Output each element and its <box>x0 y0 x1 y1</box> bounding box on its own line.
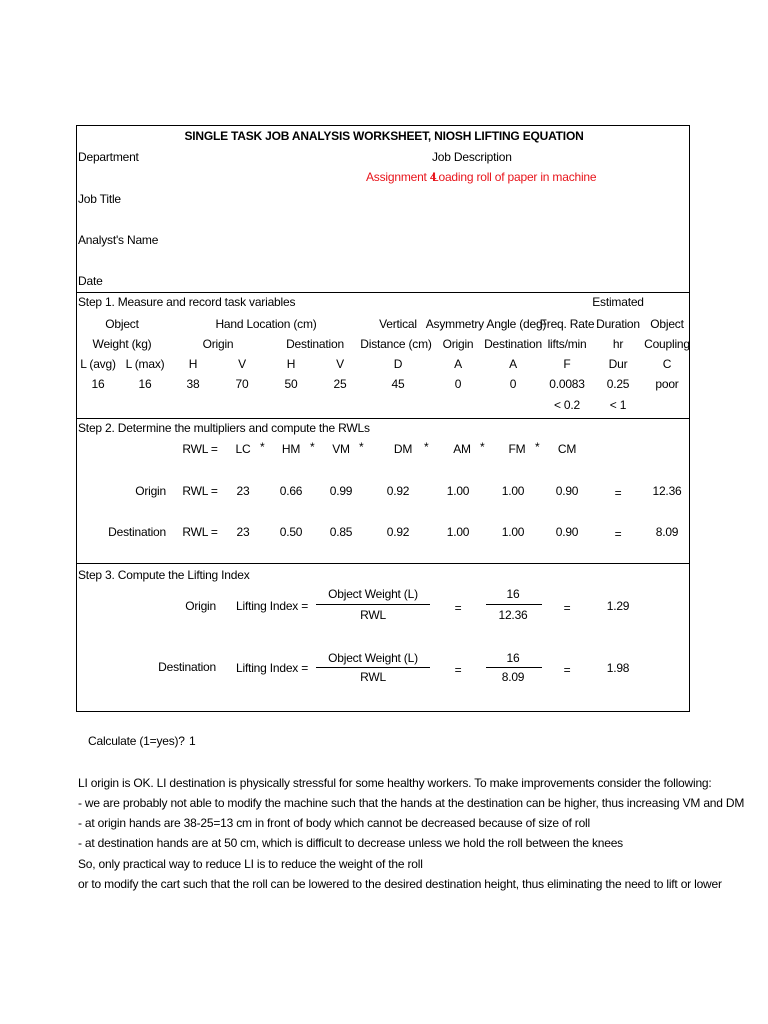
origin-fm: 1.00 <box>501 484 525 498</box>
lc-header: LC <box>235 442 251 456</box>
li-destination-result: 1.98 <box>606 661 630 675</box>
v-dest-value: 25 <box>333 377 347 391</box>
destination-dm: 0.92 <box>386 525 410 539</box>
job-description-label: Job Description <box>432 150 512 164</box>
destination-fm: 1.00 <box>501 525 525 539</box>
c-symbol: C <box>662 357 672 371</box>
asymmetry-header: Asymmetry Angle (deg) <box>425 317 547 331</box>
origin-lc: 23 <box>236 484 250 498</box>
job-description-value: Loading roll of paper in machine <box>432 170 597 184</box>
c-value: poor <box>655 377 679 391</box>
note-line: So, only practical way to reduce LI is to reduce the weight of the roll <box>78 857 423 871</box>
li-origin-result: 1.29 <box>606 599 630 613</box>
destination-row-label: Destination <box>108 525 166 539</box>
destination-am: 1.00 <box>446 525 470 539</box>
li-origin-label: Origin <box>185 599 216 613</box>
freq-rate-header: Freq. Rate <box>539 317 595 331</box>
fm-header: FM <box>508 442 526 456</box>
object-header: Object <box>105 317 139 331</box>
duration-header: Duration <box>596 317 640 331</box>
am-header: AM <box>453 442 471 456</box>
estimated-header: Estimated <box>592 295 644 309</box>
li-origin-equals-1: = <box>454 601 462 615</box>
hr-header: hr <box>612 337 624 351</box>
asym-origin-header: Origin <box>442 337 474 351</box>
d-symbol: D <box>393 357 403 371</box>
mult-star: * <box>535 440 540 454</box>
lifts-min-header: lifts/min <box>547 337 587 351</box>
destination-lc: 23 <box>236 525 250 539</box>
calculate-value[interactable]: 1 <box>189 734 196 748</box>
object-coupling-header: Object <box>650 317 684 331</box>
f-symbol: F <box>563 357 571 371</box>
origin-vm: 0.99 <box>329 484 353 498</box>
destination-rwl-eq: RWL = <box>182 525 218 539</box>
coupling-header: Coupling <box>644 337 690 351</box>
date-label: Date <box>78 274 103 288</box>
v-dest-symbol: V <box>336 357 344 371</box>
mult-star: * <box>359 440 364 454</box>
a-dest-symbol: A <box>509 357 517 371</box>
origin-equals: = <box>614 486 622 500</box>
hand-origin-header: Origin <box>202 337 234 351</box>
destination-equals: = <box>614 527 622 541</box>
vm-header: VM <box>332 442 350 456</box>
li-destination-equals-2: = <box>563 663 571 677</box>
li-destination-weight: 16 <box>506 651 520 665</box>
v-origin-value: 70 <box>235 377 249 391</box>
l-max-header: L (max) <box>125 357 165 371</box>
li-origin-equals-2: = <box>563 601 571 615</box>
dur-note: < 1 <box>609 398 627 412</box>
mult-star: * <box>424 440 429 454</box>
li-destination-value-bar <box>486 667 542 668</box>
origin-rwl-value: 12.36 <box>652 484 682 498</box>
job-title-label: Job Title <box>78 192 121 206</box>
h-dest-symbol: H <box>286 357 296 371</box>
destination-rwl-value: 8.09 <box>655 525 679 539</box>
l-max-value: 16 <box>138 377 152 391</box>
dm-header: DM <box>393 442 413 456</box>
mult-star: * <box>260 440 265 454</box>
li-destination-equals-1: = <box>454 663 462 677</box>
dur-value: 0.25 <box>606 377 630 391</box>
li-origin-eq-label: Lifting Index = <box>236 599 309 613</box>
asym-destination-header: Destination <box>484 337 542 351</box>
destination-cm: 0.90 <box>555 525 579 539</box>
l-avg-value: 16 <box>91 377 105 391</box>
li-destination-fraction-bar <box>316 667 430 668</box>
note-line: - at destination hands are at 50 cm, which is difficult to decrease unless we hold the roll between the knees <box>78 836 623 850</box>
li-origin-numerator: Object Weight (L) <box>328 587 418 601</box>
f-value: 0.0083 <box>549 377 585 391</box>
li-destination-label: Destination <box>158 660 216 674</box>
li-destination-rwl: 8.09 <box>501 670 525 684</box>
h-origin-symbol: H <box>188 357 198 371</box>
li-origin-weight: 16 <box>506 587 520 601</box>
origin-rwl-eq: RWL = <box>182 484 218 498</box>
li-origin-denominator: RWL <box>360 608 386 622</box>
l-avg-header: L (avg) <box>80 357 116 371</box>
cm-header: CM <box>557 442 577 456</box>
h-origin-value: 38 <box>186 377 200 391</box>
step2-title: Step 2. Determine the multipliers and compute the RWLs <box>78 421 370 435</box>
origin-row-label: Origin <box>135 484 166 498</box>
analyst-name-label: Analyst's Name <box>78 233 159 247</box>
calculate-label: Calculate (1=yes)? <box>88 734 185 748</box>
rwl-header-eq: RWL = <box>182 442 218 456</box>
mult-star: * <box>310 440 315 454</box>
step1-box <box>76 292 690 419</box>
dur-symbol: Dur <box>608 357 628 371</box>
li-destination-numerator: Object Weight (L) <box>328 651 418 665</box>
worksheet-title: SINGLE TASK JOB ANALYSIS WORKSHEET, NIOSH LIFTING EQUATION <box>184 129 584 143</box>
origin-am: 1.00 <box>446 484 470 498</box>
mult-star: * <box>480 440 485 454</box>
h-dest-value: 50 <box>284 377 298 391</box>
a-dest-value: 0 <box>509 377 517 391</box>
origin-dm: 0.92 <box>386 484 410 498</box>
li-origin-value-bar <box>486 604 542 605</box>
v-origin-symbol: V <box>238 357 246 371</box>
hand-destination-header: Destination <box>286 337 344 351</box>
weight-kg-header: Weight (kg) <box>92 337 152 351</box>
step3-box <box>76 563 690 712</box>
li-destination-denominator: RWL <box>360 670 386 684</box>
li-origin-rwl: 12.36 <box>498 608 528 622</box>
note-line: - at origin hands are 38-25=13 cm in front of body which cannot be decreased because of size of roll <box>78 816 590 830</box>
a-origin-symbol: A <box>454 357 462 371</box>
d-value: 45 <box>391 377 405 391</box>
destination-vm: 0.85 <box>329 525 353 539</box>
li-destination-eq-label: Lifting Index = <box>236 661 309 675</box>
distance-cm-header: Distance (cm) <box>360 337 432 351</box>
header-box <box>76 125 690 293</box>
hm-header: HM <box>281 442 301 456</box>
step3-title: Step 3. Compute the Lifting Index <box>78 568 250 582</box>
note-line: LI origin is OK. LI destination is physically stressful for some healthy workers. To make improvements consider the following: <box>78 776 712 790</box>
department-label: Department <box>78 150 139 164</box>
assignment-label: Assignment 4 <box>366 170 437 184</box>
destination-hm: 0.50 <box>279 525 303 539</box>
a-origin-value: 0 <box>454 377 462 391</box>
f-note: < 0.2 <box>553 398 581 412</box>
step1-title: Step 1. Measure and record task variables <box>78 295 296 309</box>
origin-hm: 0.66 <box>279 484 303 498</box>
vertical-header: Vertical <box>379 317 417 331</box>
origin-cm: 0.90 <box>555 484 579 498</box>
step2-box <box>76 418 690 564</box>
li-origin-fraction-bar <box>316 604 430 605</box>
note-line: or to modify the cart such that the roll can be lowered to the desired destination height, thus eliminating the need to lift or lower <box>78 877 722 891</box>
note-line: - we are probably not able to modify the machine such that the hands at the destination can be higher, thus increasing VM and DM <box>78 796 745 810</box>
hand-location-header: Hand Location (cm) <box>215 317 317 331</box>
